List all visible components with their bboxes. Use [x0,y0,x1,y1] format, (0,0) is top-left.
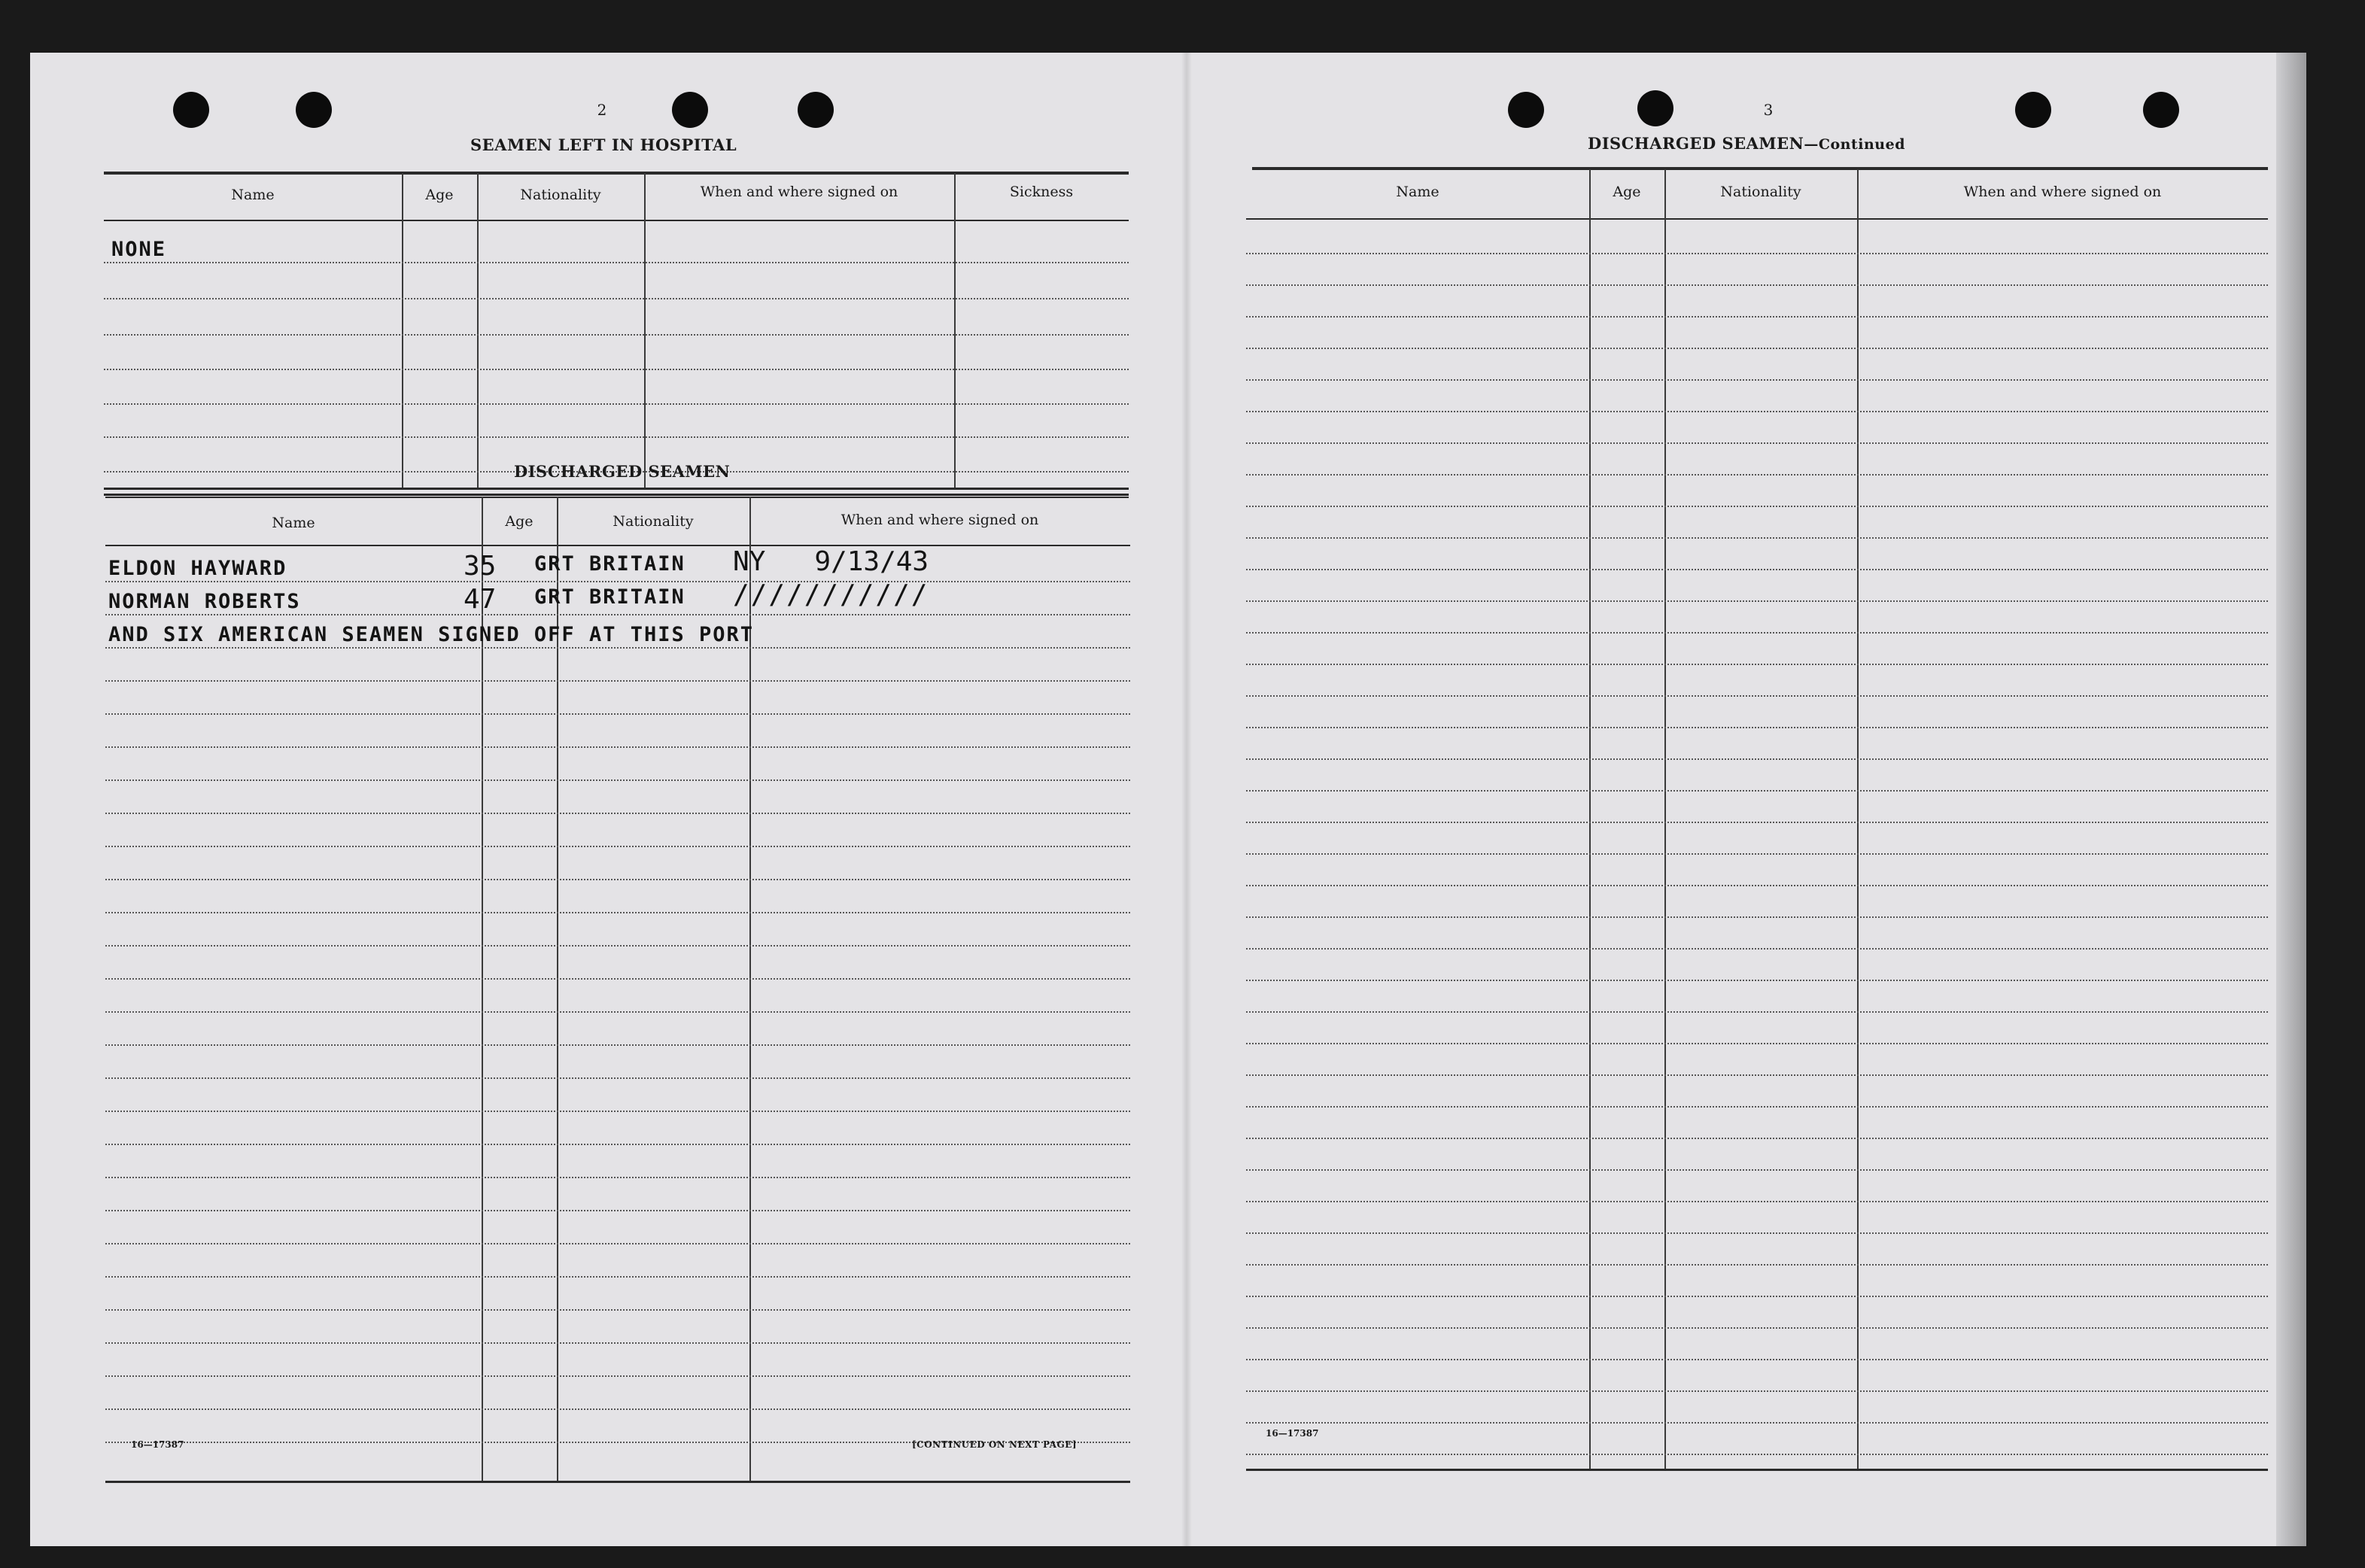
column-header-age: Age [505,513,533,530]
entry-line [1246,1359,2268,1360]
entry-line [1246,948,2268,950]
hospital-entry: NONE [111,238,167,261]
discharged-note: AND SIX AMERICAN SEAMEN SIGNED OFF AT THIS PORT [108,623,755,646]
discharged-age: 35 [464,551,497,582]
entry-line [1246,695,2268,697]
entry-line [105,1111,1130,1112]
table-rule [105,1481,1130,1483]
entry-line [1246,664,2268,665]
entry-line [105,813,1130,814]
entry-line [1246,1232,2268,1234]
column-divider [1857,169,1859,1471]
punch-hole [1508,92,1544,128]
discharged-signed-on: NY 9/13/43 [733,546,929,577]
column-divider [477,173,479,489]
punch-hole [2015,92,2051,128]
entry-line [105,680,1130,682]
entry-line [105,614,1130,615]
punch-hole [798,92,834,128]
entry-line [105,1276,1130,1278]
document-sheet [30,53,2306,1546]
column-header-when-where: When and where signed on [700,184,898,200]
entry-line [1246,1390,2268,1392]
column-header-name: Name [1396,184,1439,200]
column-header-name: Name [272,515,315,531]
column-divider [644,173,646,489]
entry-line [105,1309,1130,1311]
entry-line [1246,284,2268,286]
table-rule [105,545,1130,546]
entry-line [1246,442,2268,444]
entry-line [1246,1422,2268,1424]
entry-line [105,846,1130,847]
entry-line [105,1408,1130,1410]
entry-line [1246,1043,2268,1044]
column-divider [402,173,403,489]
column-header-when-where: When and where signed on [1963,184,2162,200]
entry-line [1246,885,2268,886]
column-header-age: Age [1613,184,1641,200]
right-section-title [1588,134,1905,153]
entry-line [1246,1201,2268,1202]
entry-line [1246,1169,2268,1171]
form-number: 16—17387 [131,1439,184,1450]
entry-line [1246,790,2268,792]
entry-line [1246,569,2268,570]
entry-line [105,1077,1130,1079]
column-header-nationality: Nationality [613,513,694,530]
column-header-nationality: Nationality [1720,184,1801,200]
entry-line [1246,758,2268,760]
entry-line [1246,1327,2268,1329]
entry-line [105,879,1130,880]
entry-line [1246,506,2268,507]
entry-line [1246,411,2268,412]
entry-line [1246,1296,2268,1297]
column-header-when-where: When and where signed on [841,512,1039,528]
discharged-nationality: GRT BRITAIN [534,552,685,576]
entry-line [1246,348,2268,349]
entry-line [105,1210,1130,1211]
entry-line [1246,537,2268,539]
punch-hole [173,92,209,128]
column-divider [1589,169,1591,1471]
entry-line [1246,1106,2268,1108]
entry-line [104,334,1129,336]
table-rule [105,497,1129,498]
column-header-sickness: Sickness [1009,184,1074,200]
entry-line [1246,379,2268,381]
entry-line [104,436,1129,438]
entry-line [104,262,1129,263]
entry-line [105,779,1130,781]
table-rule [1252,167,2268,170]
entry-line [105,1011,1130,1013]
sheet-edge [2276,53,2306,1546]
discharged-section-title: DISCHARGED SEAMEN [514,462,731,481]
entry-line [1246,1264,2268,1266]
entry-line [105,1375,1130,1377]
table-rule [1246,218,2268,220]
entry-line [1246,916,2268,918]
entry-line [105,1342,1130,1344]
table-rule [104,172,1129,175]
discharged-name: NORMAN ROBERTS [108,590,301,613]
table-rule [104,220,1129,221]
column-divider [954,173,956,489]
entry-line [105,1044,1130,1046]
punch-hole [2143,92,2179,128]
hospital-section-title: SEAMEN LEFT IN HOSPITAL [470,135,737,154]
table-rule [104,488,1129,490]
entry-line [1246,980,2268,981]
entry-line [105,647,1130,649]
entry-line [105,581,1130,582]
discharged-nationality: GRT BRITAIN [534,585,685,609]
page-fold [1181,53,1192,1546]
entry-line [1246,1011,2268,1013]
discharged-age: 47 [464,584,497,615]
entry-line [105,1177,1130,1178]
entry-line [105,713,1130,715]
column-header-name: Name [231,187,275,203]
entry-line [105,1144,1130,1145]
discharged-name: ELDON HAYWARD [108,557,287,580]
form-number: 16—17387 [1266,1428,1319,1439]
entry-line [1246,1074,2268,1076]
table-rule [104,494,1129,496]
entry-line [104,298,1129,299]
entry-line [1246,853,2268,855]
entry-line [104,369,1129,370]
discharged-signed-on: /////////// [733,579,929,610]
entry-line [1246,600,2268,602]
entry-line [1246,1454,2268,1455]
page-number: 3 [1763,101,1774,119]
entry-line [1246,632,2268,634]
right-section-title-text: DISCHARGED SEAMEN [1588,134,1804,153]
entry-line [1246,1138,2268,1139]
column-header-age: Age [425,187,454,203]
entry-line [104,403,1129,405]
entry-line [105,978,1130,980]
punch-hole [672,92,708,128]
entry-line [105,746,1130,748]
entry-line [1246,316,2268,318]
entry-line [105,912,1130,913]
entry-line [1246,822,2268,823]
entry-line [1246,253,2268,254]
table-rule [1246,1469,2268,1471]
entry-line [1246,474,2268,476]
right-section-title-suffix: —Continued [1804,136,1905,153]
column-header-nationality: Nationality [520,187,601,203]
entry-line [105,1243,1130,1244]
punch-hole [296,92,332,128]
continued-note: [CONTINUED ON NEXT PAGE] [912,1439,1078,1450]
column-divider [1664,169,1666,1471]
entry-line [1246,727,2268,728]
punch-hole [1637,90,1673,126]
page-number: 2 [597,101,607,119]
entry-line [105,945,1130,947]
